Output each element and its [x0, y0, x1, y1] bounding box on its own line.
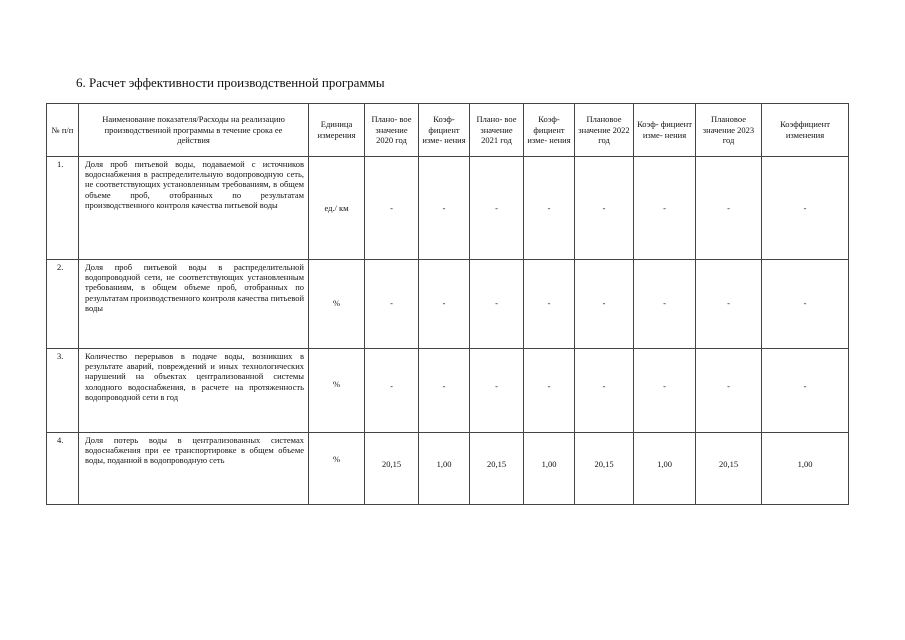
row-indicator-name: Доля проб питьевой воды, подаваемой с источников водоснабжения в распределительную водопроводную сеть, не соответствующих установленным требованиям, в общем объеме проб, отобранных по результатам производственного контроля качества питьевой воды [79, 157, 309, 260]
header-coef-4: Коэффициент изменения [762, 104, 849, 157]
row-indicator-name: Количество перерывов в подаче воды, возникших в результате аварий, повреждений и иных технологических нарушений на объектах централизованной системы холодного водоснабжения, в расчете на протяженность водопроводной сети в год [79, 349, 309, 433]
page-title: 6. Расчет эффективности производственной программы [76, 75, 385, 90]
table-row [47, 349, 849, 433]
row-unit: % [309, 260, 365, 349]
cell-coef-3: 1,00 [634, 433, 696, 505]
cell-plan-2021: - [470, 349, 524, 433]
header-plan-2021: Плано- вое значение 2021 год [470, 104, 524, 157]
cell-coef-3: - [634, 260, 696, 349]
cell-coef-4: - [762, 349, 849, 433]
cell-plan-2021: - [470, 260, 524, 349]
cell-coef-3: - [634, 349, 696, 433]
cell-plan-2022: - [575, 157, 634, 260]
cell-coef-4: - [762, 260, 849, 349]
cell-plan-2020: - [365, 260, 419, 349]
cell-coef-3: - [634, 157, 696, 260]
row-number: 3. [47, 349, 79, 433]
cell-plan-2022: 20,15 [575, 433, 634, 505]
cell-plan-2023: - [696, 157, 762, 260]
cell-plan-2022: - [575, 260, 634, 349]
cell-coef-2: 1,00 [524, 433, 575, 505]
row-number: 4. [47, 433, 79, 505]
cell-plan-2020: - [365, 157, 419, 260]
cell-coef-1: 1,00 [419, 433, 470, 505]
header-plan-2022: Плановое значение 2022 год [575, 104, 634, 157]
header-plan-2023: Плановое значение 2023 год [696, 104, 762, 157]
cell-coef-1: - [419, 349, 470, 433]
row-indicator-name: Доля проб питьевой воды в распределительной водопроводной сети, не соответствующих установленным требованиям, в общем объеме проб, отобранных по результатам производственного контроля качества питьевой воды [79, 260, 309, 349]
cell-coef-1: - [419, 260, 470, 349]
cell-plan-2021: 20,15 [470, 433, 524, 505]
efficiency-table [46, 103, 849, 505]
header-coef-3: Коэф- фициент изме- нения [634, 104, 696, 157]
cell-coef-2: - [524, 349, 575, 433]
header-coef-2: Коэф- фициент изме- нения [524, 104, 575, 157]
row-unit: ед./ км [309, 157, 365, 260]
row-number: 2. [47, 260, 79, 349]
cell-coef-4: 1,00 [762, 433, 849, 505]
cell-plan-2020: - [365, 349, 419, 433]
cell-plan-2020: 20,15 [365, 433, 419, 505]
cell-coef-1: - [419, 157, 470, 260]
row-unit: % [309, 349, 365, 433]
header-coef-1: Коэф- фициент изме- нения [419, 104, 470, 157]
row-unit: % [309, 433, 365, 505]
header-num: № п/п [47, 104, 79, 157]
cell-coef-4: - [762, 157, 849, 260]
cell-plan-2023: - [696, 260, 762, 349]
row-number: 1. [47, 157, 79, 260]
cell-coef-2: - [524, 260, 575, 349]
cell-plan-2022: - [575, 349, 634, 433]
row-indicator-name: Доля потерь воды в централизованных системах водоснабжения при ее транспортировке в общем объеме воды, поданной в водопроводную сеть [79, 433, 309, 505]
header-name: Наименование показателя/Расходы на реализацию производственной программы в течение срока ее действия [79, 104, 309, 157]
header-unit: Единица измерения [309, 104, 365, 157]
table-row [47, 433, 849, 505]
table-row [47, 260, 849, 349]
table-header-row [47, 104, 849, 157]
cell-coef-2: - [524, 157, 575, 260]
cell-plan-2021: - [470, 157, 524, 260]
header-plan-2020: Плано- вое значение 2020 год [365, 104, 419, 157]
cell-plan-2023: - [696, 349, 762, 433]
table-row [47, 157, 849, 260]
cell-plan-2023: 20,15 [696, 433, 762, 505]
